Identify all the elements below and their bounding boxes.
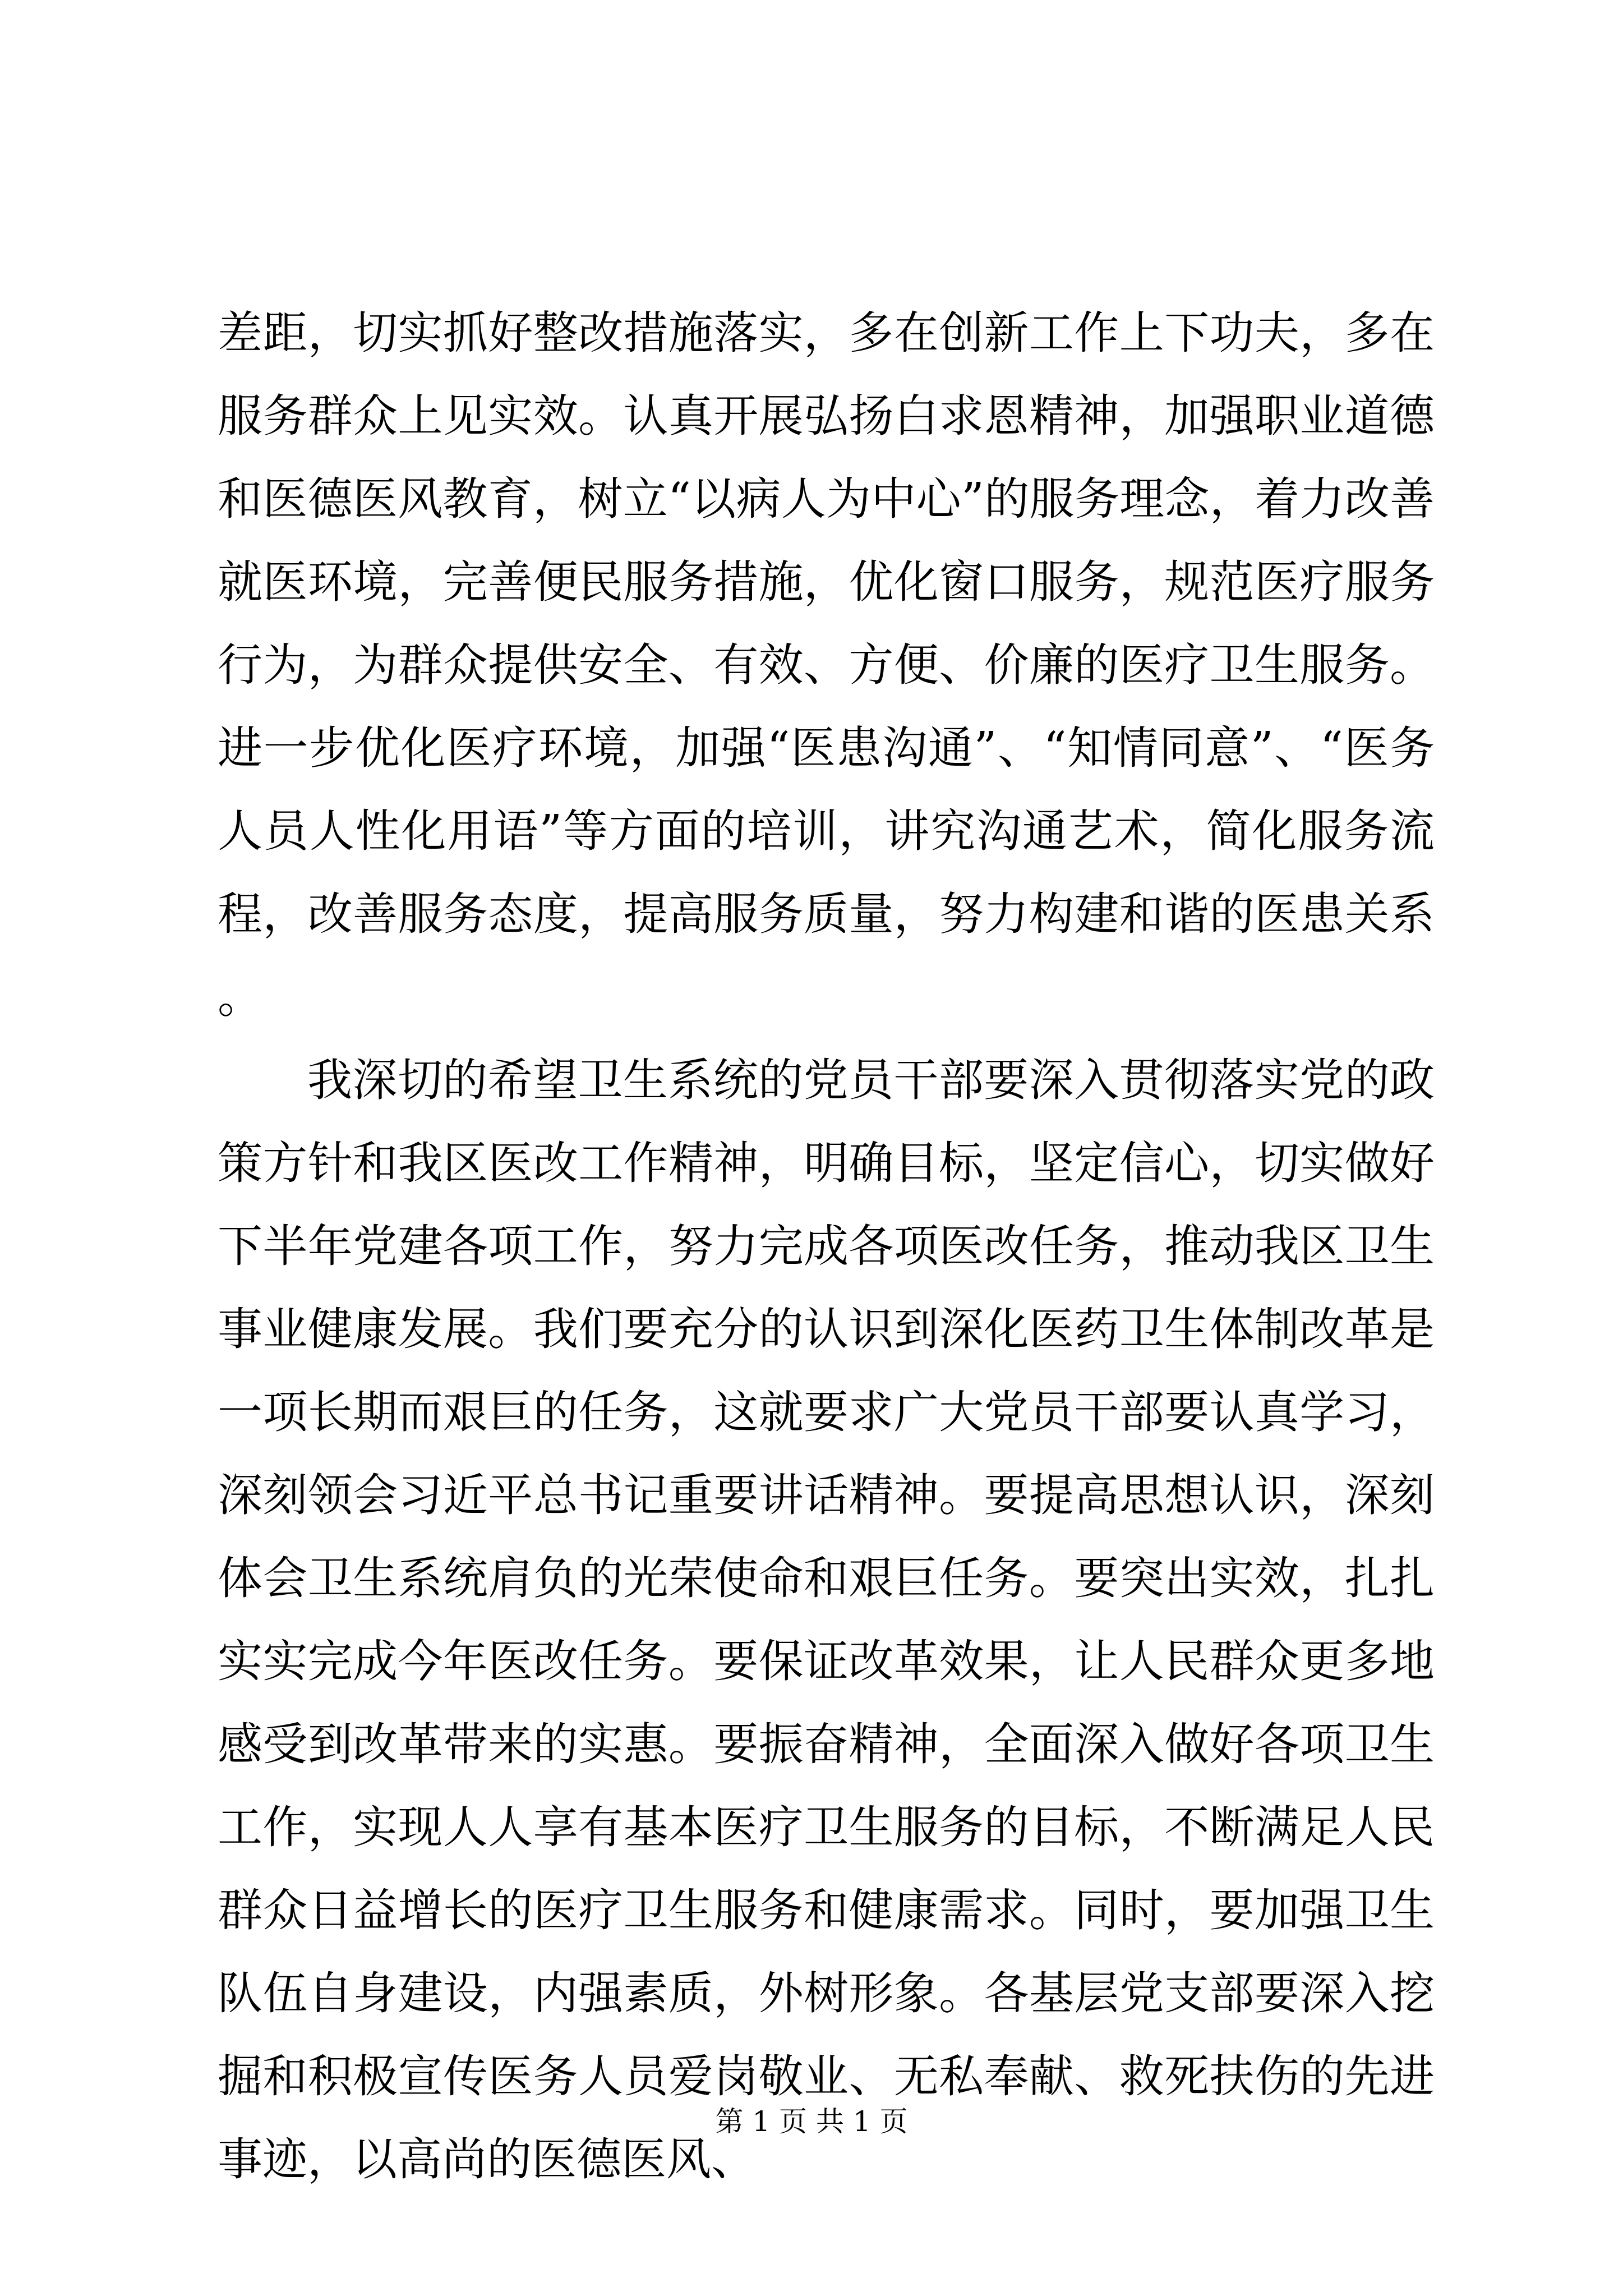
document-body xyxy=(218,292,1435,2201)
page-footer: 第 1 页 共 1 页 xyxy=(715,2105,908,2138)
paragraph-1: 差距，切实抓好整改措施落实，多在创新工作上下功夫，多在服务群众上见实效。认真开展弘扬白求恩精神，加强职业道德和医德医风教育，树立“以病人为中心”的服务理念，着力改善就医环境，完善便民服务措施，优化窗口服务，规范医疗服务行为，为群众提供安全、有效、方便、价廉的医疗卫生服务。进一步优化医疗环境，加强“医患沟通”、“知情同意”、“医务人员人性化用语”等方面的培训，讲究沟通艺术，简化服务流程，改善服务态度，提高服务质量，努力构建和谐的医患关系。 xyxy=(218,307,1435,1023)
paragraph-2: 我深切的希望卫生系统的党员干部要深入贯彻落实党的政策方针和我区医改工作精神，明确目标，坚定信心，切实做好下半年党建各项工作，努力完成各项医改任务，推动我区卫生事业健康发展。我们要充分的认识到深化医药卫生体制改革是一项长期而艰巨的任务，这就要求广大党员干部要认真学习，深刻领会习近平总书记重要讲话精神。要提高思想认识，深刻体会卫生系统肩负的光荣使命和艰巨任务。要突出实效，扎扎实实完成今年医改任务。要保证改革效果，让人民群众更多地感受到改革带来的实惠。要振奋精神，全面深入做好各项卫生工作，实现人人享有基本医疗卫生服务的目标，不断满足人民群众日益增长的医疗卫生服务和健康需求。同时，要加强卫生队伍自身建设，内强素质，外树形象。各基层党支部要深入挖掘和积极宣传医务人员爱岗敬业、无私奉献、救死扶伤的先进事迹，以高尚的医德医风、 xyxy=(218,1054,1435,2185)
